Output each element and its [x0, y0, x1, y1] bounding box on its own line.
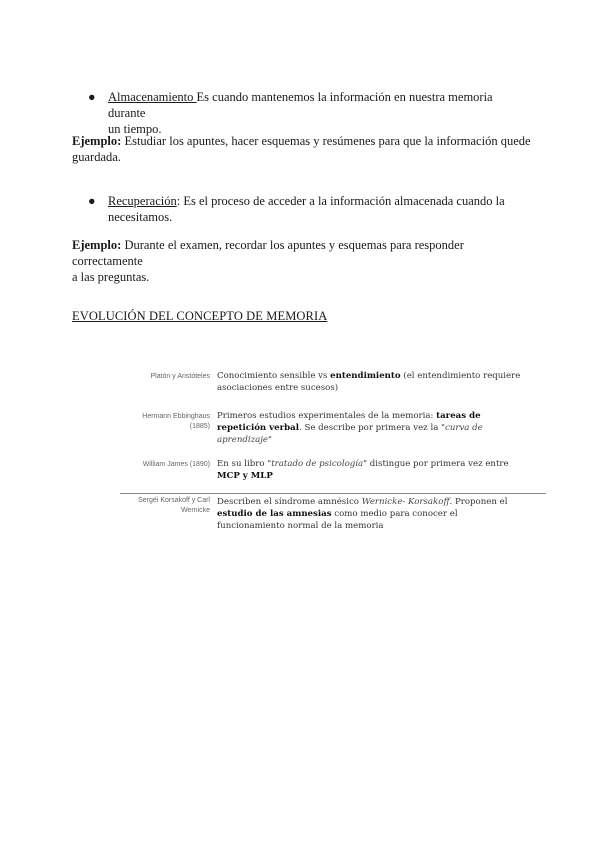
timeline-bold-term: repetición verbal — [217, 423, 300, 433]
timeline-bold-term: estudio de las amnesias — [217, 509, 332, 519]
timeline-description — [217, 458, 547, 482]
timeline-text: Primeros estudios experimentales de la memoria: — [217, 411, 437, 421]
bullet-recuperacion: ● — [88, 194, 96, 208]
timeline-author: Platón y Aristóteles — [150, 373, 210, 380]
timeline-text: . Proponen el — [449, 497, 508, 507]
timeline-text: (el entendimiento requiere — [400, 371, 521, 381]
ejemplo2-text-line1: Durante el examen, recordar los apuntes y esquemas para responder correctamente — [72, 238, 464, 268]
almacenamiento-term: Almacenamiento — [108, 90, 197, 104]
recuperacion-text-line2: necesitamos. — [108, 210, 173, 224]
timeline-text: como medio para conocer el — [331, 509, 458, 519]
timeline-text: funcionamiento normal de la memoria — [217, 521, 384, 531]
ejemplo-almacenamiento — [72, 133, 532, 165]
timeline-text: En su libro " — [217, 459, 272, 469]
timeline-text: Describen el síndrome amnésico — [217, 497, 362, 507]
timeline-description — [217, 370, 547, 394]
timeline-text: " distingue por primera vez entre — [363, 459, 509, 469]
timeline-description — [217, 410, 547, 446]
timeline-italic-term: curva de — [445, 423, 483, 433]
ejemplo2-text-line2: a las preguntas. — [72, 270, 150, 284]
recuperacion-text-line1: : Es el proceso de acceder a la información almacenada cuando la — [176, 194, 505, 208]
recuperacion-term: Recuperación — [108, 194, 177, 208]
timeline-divider — [120, 493, 546, 494]
timeline-text: . Se describe por primera vez la " — [299, 423, 445, 433]
timeline-bold-term: MCP y MLP — [217, 471, 273, 481]
bullet-almacenamiento: ● — [88, 90, 96, 104]
timeline-text: " — [268, 435, 272, 445]
timeline-italic-term: tratado de psicología — [271, 459, 364, 469]
timeline-bold-term: entendimiento — [330, 371, 401, 381]
ejemplo-label: Ejemplo: — [72, 134, 122, 148]
timeline-author: William James (1890) — [142, 461, 210, 468]
timeline-author — [120, 412, 210, 432]
ejemplo-recuperacion — [72, 237, 532, 285]
timeline-author-line: Wernicke — [180, 507, 210, 514]
timeline-text: Conocimiento sensible vs — [217, 371, 331, 381]
timeline-author-line: (1885) — [189, 423, 210, 430]
almacenamiento-text-line2: un tiempo. — [108, 122, 162, 136]
almacenamiento-paragraph — [108, 89, 528, 137]
timeline-author-line: Hermann Ebbinghaus — [142, 413, 210, 420]
timeline-italic-term: Wernicke- Korsakoff — [361, 497, 450, 507]
ejemplo1-text-line2: guardada. — [72, 150, 121, 164]
section-heading: EVOLUCIÓN DEL CONCEPTO DE MEMORIA — [72, 309, 328, 323]
timeline-author — [120, 496, 210, 516]
recuperacion-paragraph — [108, 193, 528, 225]
ejemplo-label: Ejemplo: — [72, 238, 122, 252]
almacenamiento-text-line1: Es cuando mantenemos la información en nuestra memoria durante — [108, 90, 493, 120]
timeline-italic-term: aprendizaje — [217, 435, 269, 445]
ejemplo1-text-line1: Estudiar los apuntes, hacer esquemas y resúmenes para que la información quede — [121, 134, 531, 148]
timeline-author-line: Sergéi Korsakoff y Carl — [138, 497, 210, 504]
timeline-description — [217, 496, 547, 532]
timeline-bold-term: tareas de — [436, 411, 481, 421]
timeline-text: asociaciones entre sucesos) — [217, 383, 339, 393]
